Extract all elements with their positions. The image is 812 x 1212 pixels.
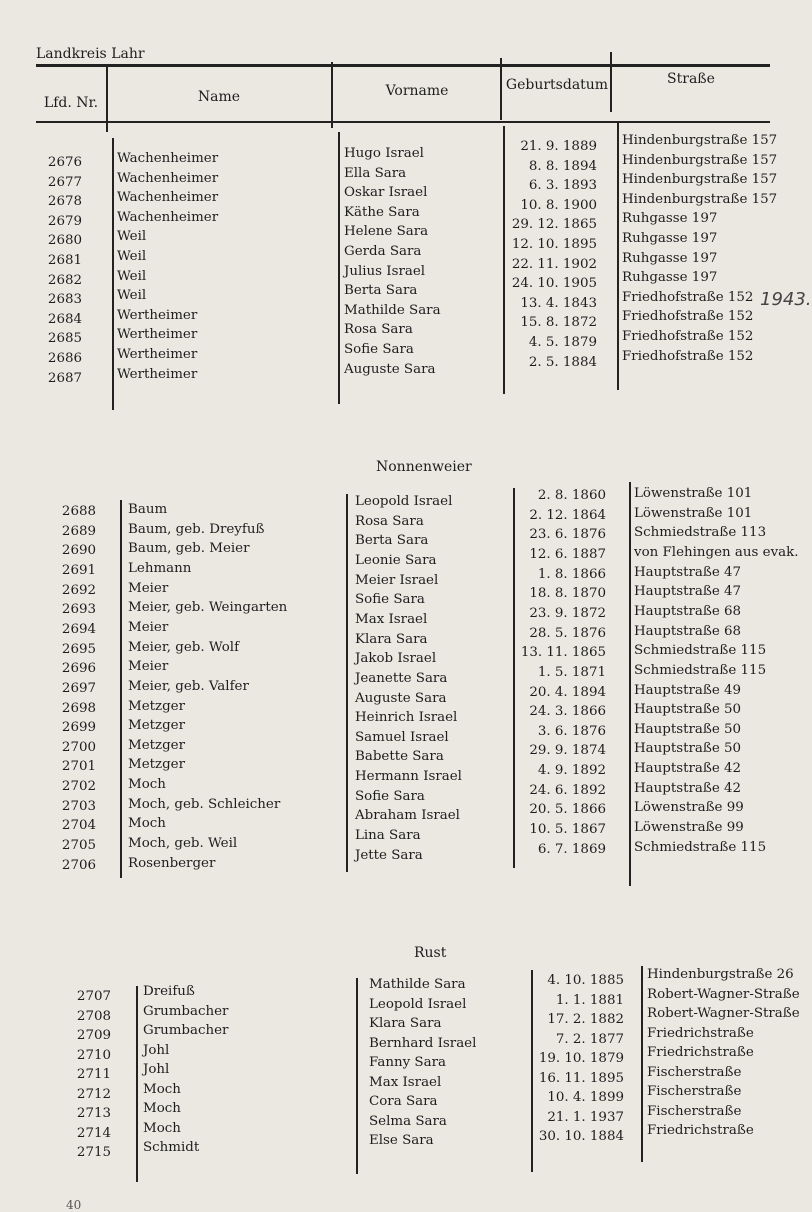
- row-birthdate: 1. 1. 1881: [555, 992, 624, 1008]
- column-divider: [617, 122, 619, 390]
- row-number: 2680: [47, 233, 82, 249]
- row-number: 2692: [61, 582, 96, 598]
- row-name: Dreifuß: [143, 984, 195, 999]
- row-street: Friedhofstraße 152: [622, 289, 754, 305]
- row-name: Moch, geb. Weil: [128, 836, 238, 852]
- row-name: Baum: [128, 502, 168, 517]
- row-name: Johl: [143, 1062, 170, 1077]
- row-birthdate: 29. 12. 1865: [511, 217, 597, 233]
- row-street: Ruhgasse 197: [622, 211, 718, 227]
- row-name: Lehmann: [128, 560, 192, 576]
- row-name: Meier, geb. Weingarten: [128, 600, 288, 616]
- row-number: 2701: [61, 759, 96, 775]
- column-divider: [136, 986, 138, 1182]
- row-number: 2700: [61, 739, 96, 755]
- row-street: Friedrichstraße: [647, 1123, 754, 1138]
- district-heading: Landkreis Lahr: [36, 46, 145, 62]
- row-vorname: Heinrich Israel: [355, 710, 458, 726]
- row-birthdate: 3. 6. 1876: [537, 723, 606, 739]
- row-birthdate: 20. 5. 1866: [529, 802, 606, 818]
- row-street: Schmiedstraße 115: [634, 643, 767, 659]
- row-street: Hauptstraße 50: [634, 702, 742, 718]
- row-birthdate: 4. 9. 1892: [537, 763, 606, 779]
- row-name: Wertheimer: [117, 307, 198, 323]
- row-street: Löwenstraße 99: [634, 820, 744, 836]
- row-name: Meier: [128, 659, 169, 675]
- row-birthdate: 28. 5. 1876: [529, 625, 606, 641]
- row-vorname: Abraham Israel: [355, 808, 460, 824]
- row-number: 2703: [61, 798, 96, 814]
- row-number: 2676: [47, 155, 82, 170]
- column-divider: [356, 978, 358, 1174]
- row-vorname: Rosa Sara: [355, 513, 424, 529]
- row-name: Baum, geb. Dreyfuß: [128, 521, 265, 537]
- row-vorname: Ella Sara: [344, 165, 407, 181]
- row-street: Ruhgasse 197: [622, 270, 718, 286]
- row-vorname: Klara Sara: [369, 1016, 442, 1031]
- row-vorname: Samuel Israel: [355, 729, 449, 745]
- row-street: Hindenburgstraße 157: [622, 172, 778, 188]
- row-number: 2684: [47, 311, 82, 327]
- row-vorname: Jakob Israel: [355, 651, 437, 667]
- row-name: Johl: [143, 1042, 170, 1058]
- row-vorname: Rosa Sara: [344, 322, 413, 338]
- row-name: Rosenberger: [128, 855, 216, 871]
- row-name: Meier: [128, 580, 169, 596]
- row-vorname: Meier Israel: [355, 572, 439, 588]
- row-birthdate: 20. 4. 1894: [529, 684, 606, 700]
- row-number: 2685: [47, 331, 82, 347]
- row-vorname: Sofie Sara: [355, 592, 425, 608]
- row-vorname: Auguste Sara: [344, 361, 436, 377]
- row-street: Hindenburgstraße 157: [622, 152, 778, 168]
- row-street: Fischerstraße: [647, 1064, 742, 1080]
- row-birthdate: 23. 6. 1876: [529, 527, 606, 543]
- row-name: Moch: [143, 1101, 181, 1116]
- row-birthdate: 2. 5. 1884: [528, 354, 597, 370]
- row-street: Hauptstraße 50: [634, 741, 742, 757]
- row-name: Moch: [143, 1120, 181, 1136]
- row-vorname: Lina Sara: [355, 828, 421, 844]
- row-number: 2677: [47, 174, 82, 190]
- row-name: Metzger: [128, 757, 185, 773]
- row-street: Löwenstraße 101: [634, 505, 753, 521]
- header-divider: [106, 66, 108, 132]
- row-vorname: Jette Sara: [355, 847, 423, 863]
- row-birthdate: 13. 4. 1843: [520, 295, 597, 311]
- row-birthdate: 15. 8. 1872: [520, 315, 597, 331]
- row-street: Friedhofstraße 152: [622, 329, 754, 344]
- row-number: 2696: [61, 661, 96, 677]
- row-vorname: Klara Sara: [355, 631, 428, 647]
- section-title-nonnenweier: Nonnenweier: [376, 459, 472, 475]
- row-number: 2686: [47, 351, 82, 366]
- row-vorname: Sofie Sara: [355, 788, 425, 804]
- row-name: Grumbacher: [143, 1023, 229, 1038]
- row-vorname: Helene Sara: [344, 224, 429, 240]
- row-street: Schmiedstraße 115: [634, 662, 767, 678]
- row-name: Wachenheimer: [117, 170, 219, 186]
- row-vorname: Hermann Israel: [355, 769, 462, 785]
- row-vorname: Fanny Sara: [369, 1055, 446, 1070]
- row-vorname: Hugo Israel: [344, 146, 424, 161]
- row-name: Moch: [143, 1081, 181, 1097]
- row-birthdate: 19. 10. 1879: [538, 1051, 624, 1066]
- row-name: Metzger: [128, 718, 185, 734]
- header-name: Name: [197, 89, 241, 105]
- row-number: 2714: [76, 1125, 111, 1141]
- row-birthdate: 10. 5. 1867: [529, 822, 606, 838]
- header-lfd-nr: Lfd. Nr.: [43, 95, 99, 111]
- row-name: Wertheimer: [117, 366, 198, 382]
- column-divider: [120, 500, 122, 878]
- row-name: Wachenheimer: [117, 190, 219, 206]
- row-street: Hauptstraße 42: [634, 761, 742, 777]
- row-street: Hindenburgstraße 157: [622, 133, 778, 148]
- row-name: Grumbacher: [143, 1003, 229, 1019]
- row-number: 2698: [61, 700, 96, 716]
- row-name: Meier: [128, 619, 169, 635]
- section-title-rust: Rust: [414, 945, 447, 961]
- row-name: Wertheimer: [117, 347, 198, 362]
- row-birthdate: 6. 3. 1893: [528, 178, 597, 194]
- row-number: 2688: [61, 504, 96, 519]
- row-birthdate: 17. 2. 1882: [547, 1012, 624, 1027]
- row-number: 2679: [47, 213, 82, 229]
- row-birthdate: 6. 7. 1869: [537, 841, 606, 857]
- column-divider: [346, 494, 348, 872]
- row-number: 2709: [76, 1028, 111, 1043]
- row-street: Friedhofstraße 152: [622, 348, 754, 364]
- row-birthdate: 4. 5. 1879: [528, 335, 597, 350]
- row-vorname: Mathilde Sara: [344, 302, 441, 318]
- row-street: Hauptstraße 42: [634, 780, 742, 796]
- row-vorname: Selma Sara: [369, 1113, 447, 1129]
- row-name: Meier, geb. Wolf: [128, 639, 240, 655]
- header-bottom-rule: [36, 121, 770, 123]
- header-vorname: Vorname: [385, 83, 449, 99]
- row-name: Metzger: [128, 698, 185, 714]
- row-street: Friedrichstraße: [647, 1045, 754, 1060]
- row-vorname: Max Israel: [369, 1074, 442, 1090]
- row-vorname: Max Israel: [355, 611, 428, 627]
- row-number: 2702: [61, 779, 96, 795]
- row-number: 2682: [47, 272, 82, 288]
- row-birthdate: 29. 9. 1874: [529, 743, 606, 759]
- row-number: 2695: [61, 641, 96, 657]
- row-street: Hauptstraße 68: [634, 603, 742, 619]
- row-number: 2681: [47, 253, 82, 268]
- row-vorname: Else Sara: [369, 1133, 434, 1148]
- row-birthdate: 23. 9. 1872: [529, 605, 606, 621]
- row-number: 2704: [61, 818, 96, 834]
- row-number: 2699: [61, 720, 96, 736]
- row-number: 2691: [61, 562, 96, 578]
- row-street: Hauptstraße 47: [634, 564, 742, 580]
- row-number: 2687: [47, 370, 82, 386]
- row-vorname: Bernhard Israel: [369, 1035, 477, 1051]
- row-number: 2706: [61, 857, 96, 873]
- column-divider: [629, 482, 631, 886]
- row-birthdate: 16. 11. 1895: [538, 1070, 624, 1086]
- row-street: Löwenstraße 99: [634, 800, 744, 816]
- row-vorname: Auguste Sara: [355, 690, 447, 706]
- handwritten-annotation: 1943.: [760, 289, 812, 310]
- row-name: Moch, geb. Schleicher: [128, 796, 281, 812]
- row-vorname: Leopold Israel: [355, 494, 453, 509]
- row-street: von Flehingen aus evak.: [634, 544, 799, 560]
- row-vorname: Berta Sara: [344, 283, 418, 299]
- row-birthdate: 12. 6. 1887: [529, 546, 606, 562]
- row-street: Hindenburgstraße 26: [647, 967, 794, 982]
- row-birthdate: 21. 9. 1889: [520, 139, 597, 154]
- row-street: Hindenburgstraße 157: [622, 191, 778, 207]
- row-number: 2713: [76, 1106, 111, 1121]
- row-number: 2683: [47, 292, 82, 308]
- column-divider: [338, 132, 340, 404]
- row-birthdate: 22. 11. 1902: [511, 256, 597, 272]
- row-name: Meier, geb. Valfer: [128, 678, 249, 694]
- row-number: 2707: [76, 989, 111, 1004]
- row-street: Fischerstraße: [647, 1084, 742, 1099]
- row-birthdate: 8. 8. 1894: [528, 158, 597, 174]
- header-top-rule: [36, 64, 770, 67]
- row-vorname: Käthe Sara: [344, 204, 420, 220]
- column-divider: [112, 138, 114, 410]
- row-number: 2710: [76, 1047, 111, 1063]
- row-birthdate: 24. 6. 1892: [529, 782, 606, 798]
- header-divider: [500, 58, 502, 120]
- row-street: Schmiedstraße 113: [634, 525, 767, 541]
- row-vorname: Leonie Sara: [355, 552, 437, 568]
- row-name: Moch: [128, 777, 166, 793]
- row-birthdate: 7. 2. 1877: [555, 1031, 624, 1047]
- row-street: Hauptstraße 68: [634, 623, 742, 639]
- row-name: Schmidt: [143, 1140, 200, 1155]
- row-number: 2697: [61, 680, 96, 696]
- row-vorname: Berta Sara: [355, 533, 429, 549]
- row-birthdate: 4. 10. 1885: [547, 973, 624, 988]
- row-birthdate: 2. 12. 1864: [529, 507, 606, 523]
- row-street: Schmiedstraße 115: [634, 839, 767, 855]
- row-name: Weil: [117, 268, 147, 284]
- row-number: 2689: [61, 523, 96, 539]
- row-number: 2705: [61, 838, 96, 854]
- row-number: 2712: [76, 1086, 111, 1102]
- row-vorname: Babette Sara: [355, 749, 444, 765]
- row-street: Ruhgasse 197: [622, 250, 718, 266]
- row-number: 2690: [61, 543, 96, 559]
- row-birthdate: 1. 8. 1866: [537, 566, 606, 582]
- row-name: Wachenheimer: [117, 151, 219, 166]
- header-geburtsdatum: Geburtsdatum: [505, 77, 609, 93]
- row-number: 2715: [76, 1145, 111, 1160]
- row-birthdate: 12. 10. 1895: [511, 237, 597, 252]
- row-street: Fischerstraße: [647, 1103, 742, 1119]
- row-birthdate: 13. 11. 1865: [520, 645, 606, 661]
- row-vorname: Julius Israel: [344, 263, 426, 279]
- row-name: Weil: [117, 249, 147, 264]
- row-name: Wachenheimer: [117, 209, 219, 225]
- header-divider: [331, 62, 333, 128]
- row-street: Robert-Wagner-Straße: [647, 986, 800, 1002]
- row-name: Weil: [117, 288, 147, 304]
- row-street: Friedrichstraße: [647, 1025, 754, 1041]
- row-number: 2678: [47, 194, 82, 210]
- row-vorname: Jeanette Sara: [355, 670, 448, 686]
- row-name: Wertheimer: [117, 327, 198, 343]
- row-birthdate: 10. 8. 1900: [520, 197, 597, 213]
- row-name: Weil: [117, 229, 147, 245]
- row-street: Hauptstraße 47: [634, 584, 742, 600]
- header-strasse: Straße: [667, 71, 715, 87]
- row-birthdate: 24. 10. 1905: [511, 276, 597, 292]
- row-birthdate: 24. 3. 1866: [529, 704, 606, 720]
- row-vorname: Leopold Israel: [369, 996, 467, 1012]
- row-street: Löwenstraße 101: [634, 486, 753, 501]
- page-number: 40: [66, 1198, 82, 1212]
- row-vorname: Cora Sara: [369, 1094, 438, 1109]
- row-birthdate: 21. 1. 1937: [547, 1109, 624, 1125]
- row-number: 2693: [61, 602, 96, 618]
- row-street: Ruhgasse 197: [622, 231, 718, 246]
- row-number: 2694: [61, 621, 96, 637]
- row-birthdate: 1. 5. 1871: [537, 664, 606, 680]
- row-birthdate: 18. 8. 1870: [529, 586, 606, 602]
- row-vorname: Oskar Israel: [344, 185, 428, 201]
- row-name: Metzger: [128, 737, 185, 753]
- row-number: 2708: [76, 1008, 111, 1024]
- row-street: Friedhofstraße 152: [622, 309, 754, 325]
- row-vorname: Mathilde Sara: [369, 977, 466, 992]
- row-birthdate: 2. 8. 1860: [537, 488, 606, 503]
- row-name: Baum, geb. Meier: [128, 541, 250, 557]
- row-birthdate: 30. 10. 1884: [538, 1129, 624, 1144]
- row-name: Moch: [128, 816, 166, 832]
- header-divider: [610, 52, 612, 112]
- row-street: Hauptstraße 50: [634, 721, 742, 737]
- row-birthdate: 10. 4. 1899: [547, 1090, 624, 1105]
- row-street: Hauptstraße 49: [634, 682, 742, 698]
- row-number: 2711: [76, 1067, 111, 1082]
- column-divider: [641, 966, 643, 1162]
- row-street: Robert-Wagner-Straße: [647, 1006, 800, 1021]
- row-vorname: Sofie Sara: [344, 342, 414, 357]
- row-vorname: Gerda Sara: [344, 244, 422, 259]
